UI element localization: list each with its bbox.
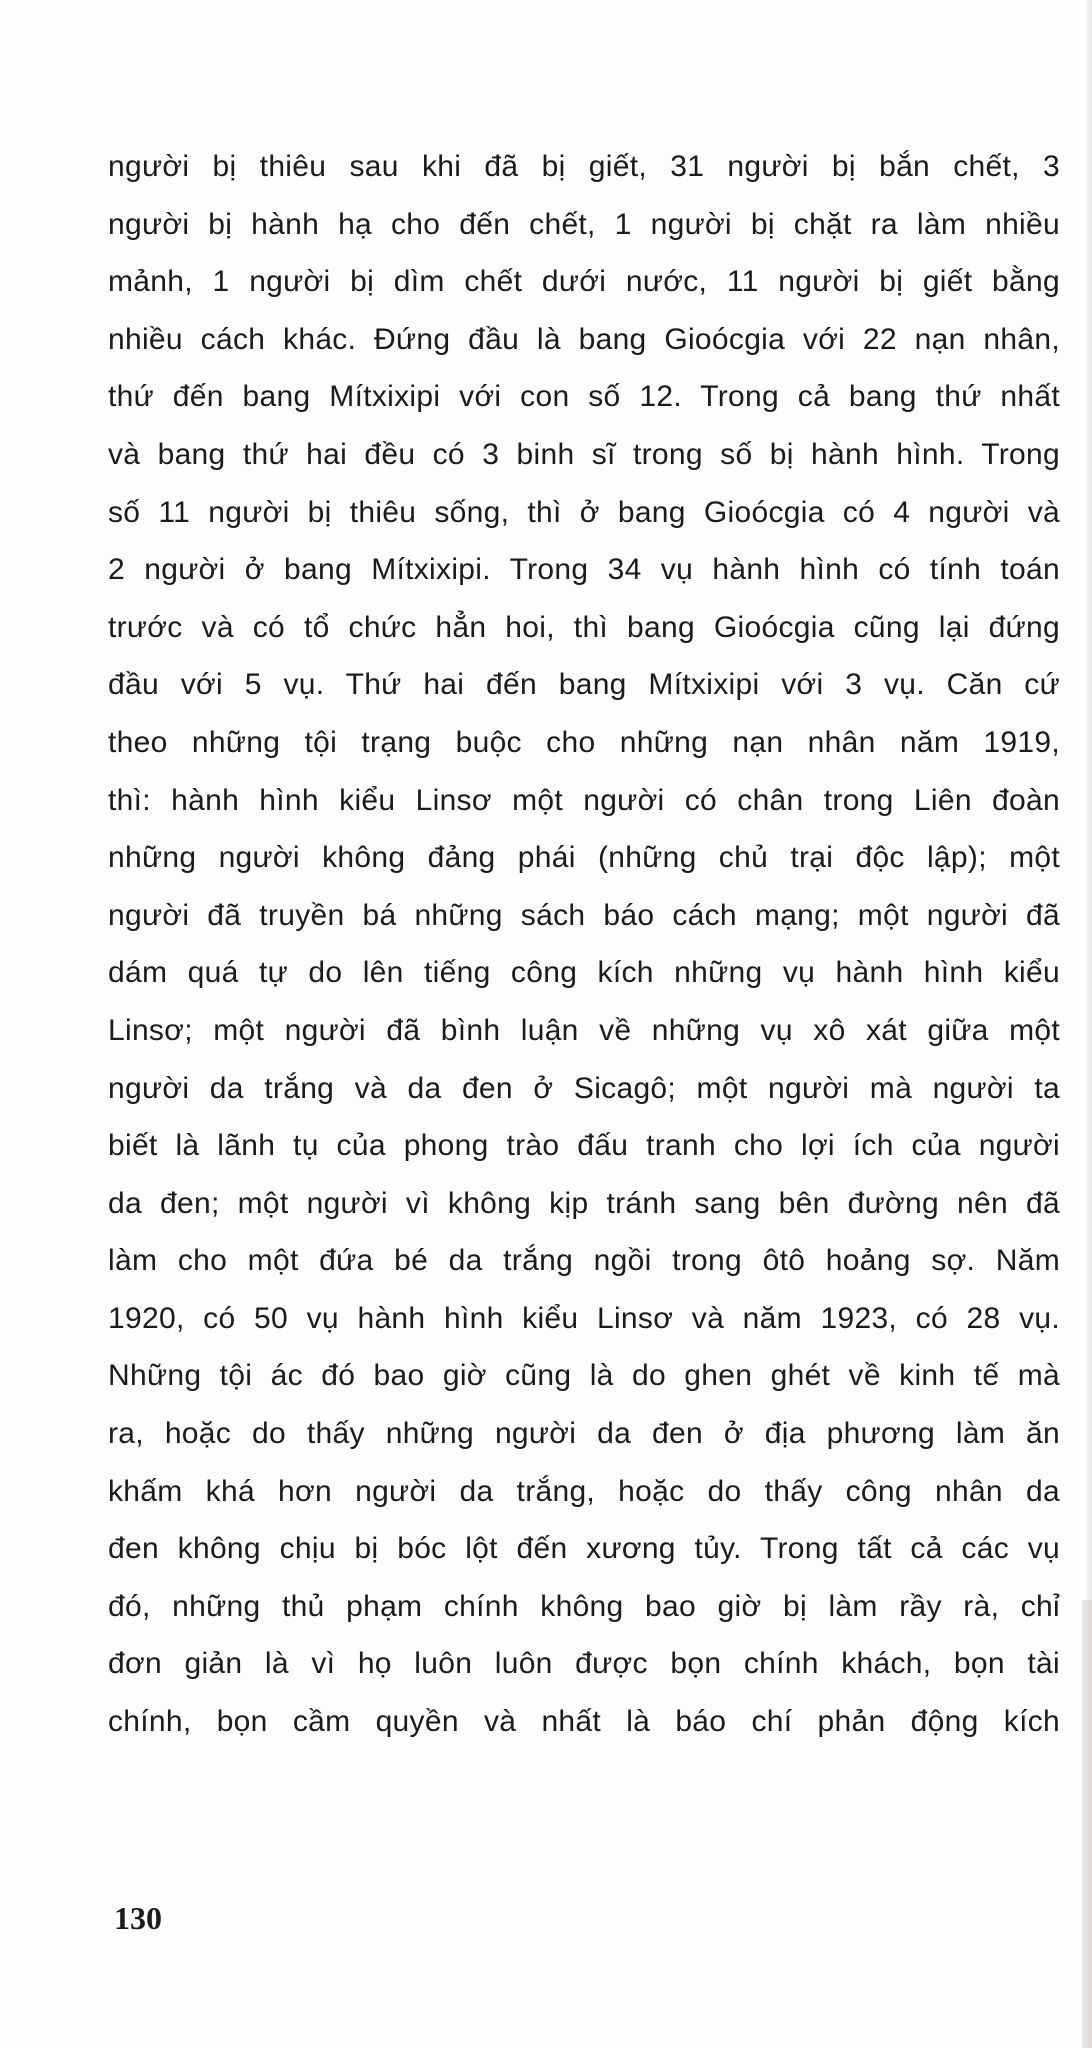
text-line: Linsơ; một người đã bình luận về những vụ xô xát giữa một <box>108 1013 1060 1047</box>
text-line: ra, hoặc do thấy những người da đen ở địa phương làm ăn <box>108 1417 1060 1451</box>
text-line: số 11 người bị thiêu sống, thì ở bang Gioócgia có 4 người và <box>108 495 1060 529</box>
text-line: đơn giản là vì họ luôn luôn được bọn chính khách, bọn tài <box>108 1647 1060 1681</box>
text-line: chính, bọn cầm quyền và nhất là báo chí phản động kích <box>108 1705 1060 1739</box>
text-line: nhiều cách khác. Đứng đầu là bang Gioócgia với 22 nạn nhân, <box>108 322 1060 356</box>
text-line: Những tội ác đó bao giờ cũng là do ghen ghét về kinh tế mà <box>108 1359 1060 1393</box>
text-line: mảnh, 1 người bị dìm chết dưới nước, 11 người bị giết bằng <box>108 265 1060 299</box>
text-line: người đã truyền bá những sách báo cách mạng; một người đã <box>108 898 1060 932</box>
text-line: dám quá tự do lên tiếng công kích những vụ hành hình kiểu <box>108 956 1060 990</box>
text-line: 2 người ở bang Mítxixipi. Trong 34 vụ hành hình có tính toán <box>108 553 1060 587</box>
text-line: và bang thứ hai đều có 3 binh sĩ trong số bị hành hình. Trong <box>108 437 1060 471</box>
text-line: đen không chịu bị bóc lột đến xương tủy. Trong tất cả các vụ <box>108 1532 1060 1566</box>
text-line: theo những tội trạng buộc cho những nạn nhân năm 1919, <box>108 725 1060 759</box>
body-text <box>108 138 1060 1751</box>
page-number: 130 <box>114 1900 162 1936</box>
text-line: 1920, có 50 vụ hành hình kiểu Linsơ và năm 1923, có 28 vụ. <box>108 1301 1060 1335</box>
text-line: người da trắng và da đen ở Sicagô; một người mà người ta <box>108 1071 1060 1105</box>
text-line: người bị thiêu sau khi đã bị giết, 31 người bị bắn chết, 3 <box>108 150 1060 183</box>
text-line: trước và có tổ chức hẳn hoi, thì bang Gioócgia cũng lại đứng <box>108 610 1060 644</box>
text-line: khấm khá hơn người da trắng, hoặc do thấy công nhân da <box>108 1474 1060 1508</box>
text-line: đầu với 5 vụ. Thứ hai đến bang Mítxixipi với 3 vụ. Căn cứ <box>108 668 1060 702</box>
text-line: đó, những thủ phạm chính không bao giờ bị làm rầy rà, chỉ <box>108 1589 1060 1623</box>
text-line: những người không đảng phái (những chủ trại độc lập); một <box>108 841 1060 875</box>
text-line: da đen; một người vì không kịp tránh sang bên đường nên đã <box>108 1186 1060 1220</box>
text-line: làm cho một đứa bé da trắng ngồi trong ôtô hoảng sợ. Năm <box>108 1244 1060 1278</box>
text-line: người bị hành hạ cho đến chết, 1 người bị chặt ra làm nhiều <box>108 207 1060 241</box>
text-line: thì: hành hình kiểu Linsơ một người có chân trong Liên đoàn <box>108 783 1060 817</box>
text-line: thứ đến bang Mítxixipi với con số 12. Trong cả bang thứ nhất <box>108 380 1060 414</box>
page-edge-lower <box>1082 1600 1092 2048</box>
text-line: biết là lãnh tụ của phong trào đấu tranh cho lợi ích của người <box>108 1129 1060 1163</box>
